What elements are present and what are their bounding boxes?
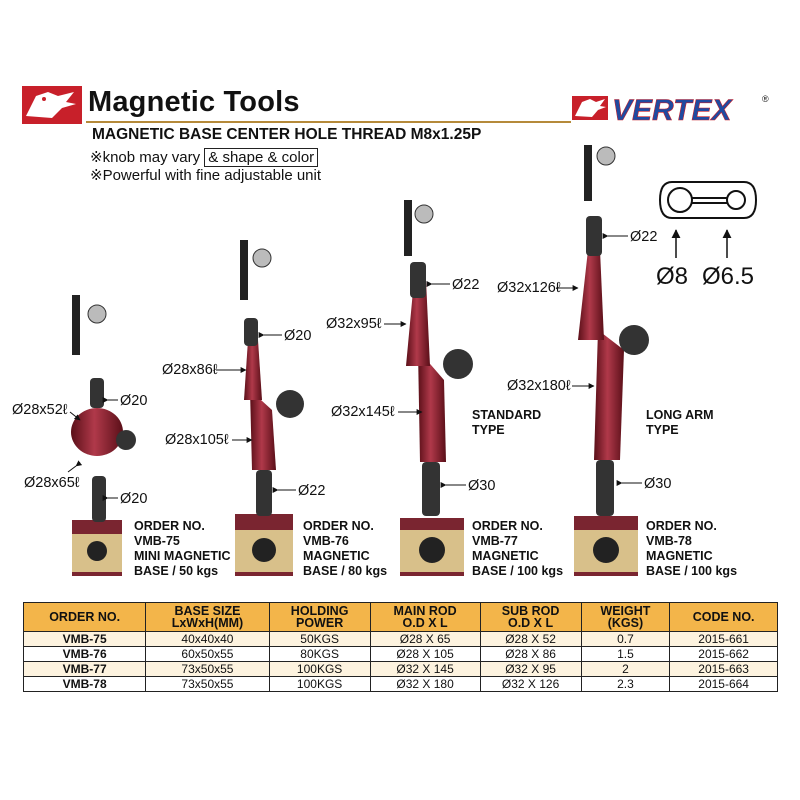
header-base-size: BASE SIZE LxWxH(MM) (146, 603, 269, 632)
dim-lower-diameter: Ø30 (644, 476, 672, 492)
eagle-logo (22, 86, 82, 124)
cell-holding-power: 100KGS (269, 677, 370, 692)
cell-code-no: 2015-663 (670, 662, 778, 677)
dim-lower-diameter: Ø20 (120, 491, 148, 507)
cell-sub-rod: Ø28 X 52 (480, 632, 581, 647)
dim-sub-rod: Ø28x86ℓ (162, 362, 218, 378)
indicator-clamp (72, 295, 80, 355)
order-label: ORDER NO. (646, 519, 717, 533)
indicator-clamp (404, 200, 412, 256)
note-adjustable: ※Powerful with fine adjustable unit (90, 167, 322, 184)
dim-upper-diameter: Ø20 (120, 393, 148, 409)
main-arm (250, 390, 276, 470)
lock-knob (443, 349, 473, 379)
cell-main-rod: Ø32 X 180 (370, 677, 480, 692)
switch-knob (252, 538, 276, 562)
hole-size-8: Ø8 (656, 263, 689, 290)
clamp-screw (597, 147, 615, 165)
cell-main-rod: Ø28 X 65 (370, 632, 480, 647)
upper-rod (244, 318, 258, 346)
dim-main-rod: Ø32x180ℓ (507, 378, 571, 394)
cell-base-size: 60x50x55 (146, 647, 269, 662)
header-weight: WEIGHT (KGS) (581, 603, 670, 632)
cell-holding-power: 50KGS (269, 632, 370, 647)
table-row (24, 632, 778, 647)
product-capacity: BASE / 80 kgs (303, 564, 388, 578)
cell-main-rod: Ø28 X 105 (370, 647, 480, 662)
table-row (24, 677, 778, 692)
order-label: ORDER NO. (134, 519, 205, 533)
table-row (24, 662, 778, 677)
dim-upper-diameter: Ø22 (630, 229, 658, 245)
cell-sub-rod: Ø32 X 95 (480, 662, 581, 677)
product-capacity: BASE / 100 kgs (472, 564, 564, 578)
cell-sub-rod: Ø28 X 86 (480, 647, 581, 662)
type-label: LONG ARM (646, 408, 714, 422)
hole-size-6-5: Ø6.5 (702, 263, 755, 290)
type-label-suffix: TYPE (472, 423, 505, 437)
brand-logo (572, 90, 772, 126)
header-holding-power: HOLDING POWER (269, 603, 370, 632)
dim-main-rod: Ø32x145ℓ (331, 404, 395, 420)
upper-rod (410, 262, 426, 298)
cell-order-no: VMB-75 (24, 632, 146, 647)
cell-code-no: 2015-661 (670, 632, 778, 647)
cell-base-size: 73x50x55 (146, 662, 269, 677)
switch-knob (593, 537, 619, 563)
model-number: VMB-78 (646, 534, 692, 548)
product-desc: MAGNETIC (472, 549, 539, 563)
dim-sub-rod: Ø32x95ℓ (326, 316, 382, 332)
model-number: VMB-77 (472, 534, 518, 548)
hole-6-5mm (727, 191, 745, 209)
registered-mark: ® (762, 94, 769, 104)
dim-upper-diameter: Ø20 (284, 328, 312, 344)
clamp-screw (415, 205, 433, 223)
model-number: VMB-76 (303, 534, 349, 548)
product-desc: MINI MAGNETIC (134, 549, 231, 563)
lower-joint (596, 460, 614, 516)
header-order-no: ORDER NO. (24, 603, 146, 632)
sub-arm (244, 340, 262, 400)
spec-table (23, 602, 778, 692)
lock-knob (276, 390, 304, 418)
clamp-screw (88, 305, 106, 323)
order-label: ORDER NO. (472, 519, 543, 533)
product-capacity: BASE / 50 kgs (134, 564, 219, 578)
dim-lower-diameter: Ø30 (468, 478, 496, 494)
product-desc: MAGNETIC (303, 549, 370, 563)
dim-sub-rod: Ø32x126ℓ (497, 280, 561, 296)
header-main-rod: MAIN ROD O.D X L (370, 603, 480, 632)
cell-base-size: 40x40x40 (146, 632, 269, 647)
dim-lower-diameter: Ø22 (298, 483, 326, 499)
note-boxed-text: & shape & color (204, 148, 318, 167)
table-header-row (24, 603, 778, 632)
cell-holding-power: 100KGS (269, 662, 370, 677)
cell-order-no: VMB-76 (24, 647, 146, 662)
header-sub-rod: SUB ROD O.D X L (480, 603, 581, 632)
switch-knob (419, 537, 445, 563)
lower-joint (256, 470, 272, 516)
note-knob-text: ※knob may vary (90, 149, 201, 166)
main-arm (418, 350, 446, 462)
product-illustrations (0, 140, 800, 590)
hole-8mm (668, 188, 692, 212)
dim-sub-rod: Ø28x52ℓ (12, 402, 68, 418)
cell-holding-power: 80KGS (269, 647, 370, 662)
cell-sub-rod: Ø32 X 126 (480, 677, 581, 692)
page-title: Magnetic Tools (88, 86, 300, 118)
brand-name: VERTEX (612, 94, 732, 126)
sub-arm (578, 250, 604, 340)
switch-knob (87, 541, 107, 561)
cell-weight: 2 (581, 662, 670, 677)
lock-knob (619, 325, 649, 355)
cell-order-no: VMB-78 (24, 677, 146, 692)
indicator-clamp (584, 145, 592, 201)
header-code-no: CODE NO. (670, 603, 778, 632)
dim-main-rod: Ø28x105ℓ (165, 432, 229, 448)
lock-knob (116, 430, 136, 450)
upper-rod (90, 378, 104, 408)
clamp-screw (253, 249, 271, 267)
clamp-detail-diagram (656, 182, 756, 290)
cell-order-no: VMB-77 (24, 662, 146, 677)
lower-joint (92, 476, 106, 522)
main-arm (594, 330, 624, 460)
order-label: ORDER NO. (303, 519, 374, 533)
arm-joint (71, 408, 123, 456)
cell-weight: 2.3 (581, 677, 670, 692)
lower-joint (422, 462, 440, 516)
clamp-outline (660, 182, 756, 218)
upper-rod (586, 216, 602, 256)
cell-code-no: 2015-664 (670, 677, 778, 692)
table-row (24, 647, 778, 662)
cell-code-no: 2015-662 (670, 647, 778, 662)
type-label: STANDARD (472, 408, 542, 422)
cell-base-size: 73x50x55 (146, 677, 269, 692)
model-number: VMB-75 (134, 534, 180, 548)
dim-main-rod: Ø28x65ℓ (24, 475, 80, 491)
product-desc: MAGNETIC (646, 549, 713, 563)
type-label-suffix: TYPE (646, 423, 679, 437)
product-vmb-78 (497, 145, 737, 578)
product-capacity: BASE / 100 kgs (646, 564, 738, 578)
cell-weight: 0.7 (581, 632, 670, 647)
subtitle: MAGNETIC BASE CENTER HOLE THREAD M8x1.25P (92, 126, 482, 143)
cell-main-rod: Ø32 X 145 (370, 662, 480, 677)
indicator-clamp (240, 240, 248, 300)
cell-weight: 1.5 (581, 647, 670, 662)
title-divider (86, 121, 571, 123)
dim-upper-diameter: Ø22 (452, 277, 480, 293)
